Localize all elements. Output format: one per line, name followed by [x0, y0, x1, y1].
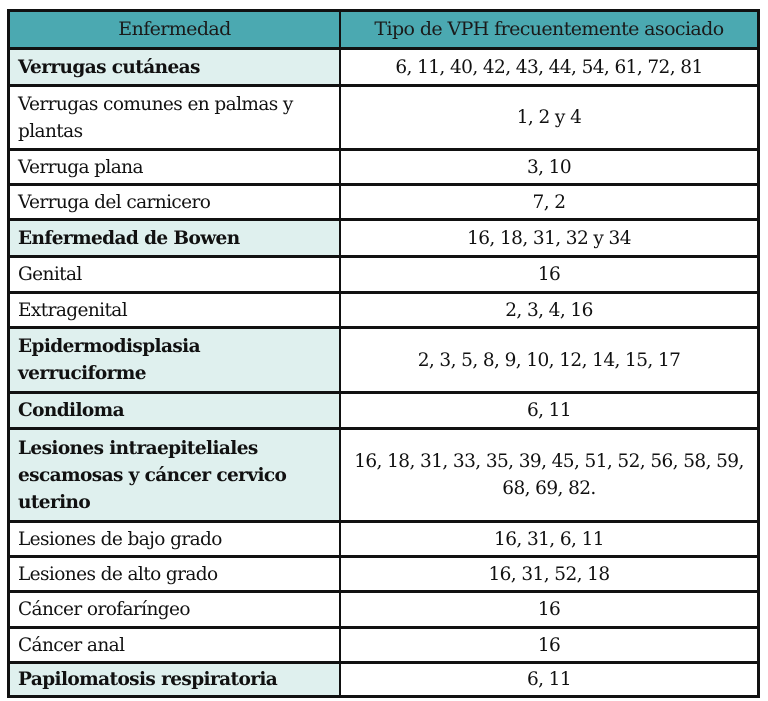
table-row [10, 520, 757, 555]
hpv-types-cell: 16, 18, 31, 33, 35, 39, 45, 51, 52, 56, 58, 59, 68, 69, 82. [354, 451, 744, 499]
table-row [10, 626, 757, 661]
hpv-types-cell: 16, 31, 6, 11 [494, 528, 604, 550]
table-row [10, 47, 757, 84]
header-hpv-types: Tipo de VPH frecuentemente asociado [374, 18, 724, 40]
disease-cell: Epidermodisplasia verruciforme [10, 329, 341, 391]
table-header-row [10, 12, 757, 47]
disease-cell: Lesiones intraepiteliales escamosas y cáncer cervico uterino [10, 430, 341, 520]
disease-cell: Enfermedad de Bowen [10, 221, 341, 255]
disease-cell: Lesiones de bajo grado [10, 523, 341, 555]
table-row [10, 183, 757, 218]
hpv-types-cell: 16, 18, 31, 32 y 34 [467, 227, 631, 249]
hpv-types-cell: 16 [537, 634, 561, 656]
table-row [10, 555, 757, 590]
hpv-types-cell: 16 [537, 599, 561, 620]
hpv-types-cell: 6, 11, 40, 42, 43, 44, 54, 61, 72, 81 [395, 56, 703, 78]
hpv-types-cell: 16 [537, 264, 561, 285]
table-row [10, 148, 757, 183]
header-disease: Enfermedad [10, 12, 341, 47]
disease-cell: Papilomatosis respiratoria [10, 664, 341, 695]
disease-cell: Verrugas cutáneas [10, 50, 341, 84]
table-row [10, 291, 757, 326]
disease-cell: Cáncer anal [10, 629, 341, 661]
hpv-types-cell: 7, 2 [532, 191, 566, 213]
hpv-types-cell: 2, 3, 4, 16 [505, 299, 593, 321]
disease-cell: Lesiones de alto grado [10, 558, 341, 590]
table-row [10, 590, 757, 626]
disease-cell: Cáncer orofaríngeo [10, 593, 341, 626]
hpv-types-cell: 16, 31, 52, 18 [488, 563, 610, 585]
hpv-types-cell: 6, 11 [526, 669, 572, 690]
table-row [10, 218, 757, 255]
table-row [10, 391, 757, 427]
disease-cell: Verrugas comunes en palmas y plantas [10, 87, 341, 148]
hpv-types-cell: 1, 2 y 4 [516, 107, 582, 128]
table-row [10, 661, 757, 695]
disease-cell: Condiloma [10, 394, 341, 427]
hpv-types-cell: 3, 10 [526, 156, 572, 178]
hpv-types-cell: 6, 11 [526, 400, 572, 421]
disease-cell: Verruga del carnicero [10, 186, 341, 218]
disease-cell: Genital [10, 258, 341, 291]
disease-cell: Verruga plana [10, 151, 341, 183]
table-row [10, 84, 757, 148]
table-row [10, 427, 757, 520]
table-row [10, 255, 757, 291]
table-row [10, 326, 757, 391]
disease-cell: Extragenital [10, 294, 341, 326]
hpv-disease-table [7, 9, 760, 698]
hpv-types-cell: 2, 3, 5, 8, 9, 10, 12, 14, 15, 17 [417, 349, 681, 371]
